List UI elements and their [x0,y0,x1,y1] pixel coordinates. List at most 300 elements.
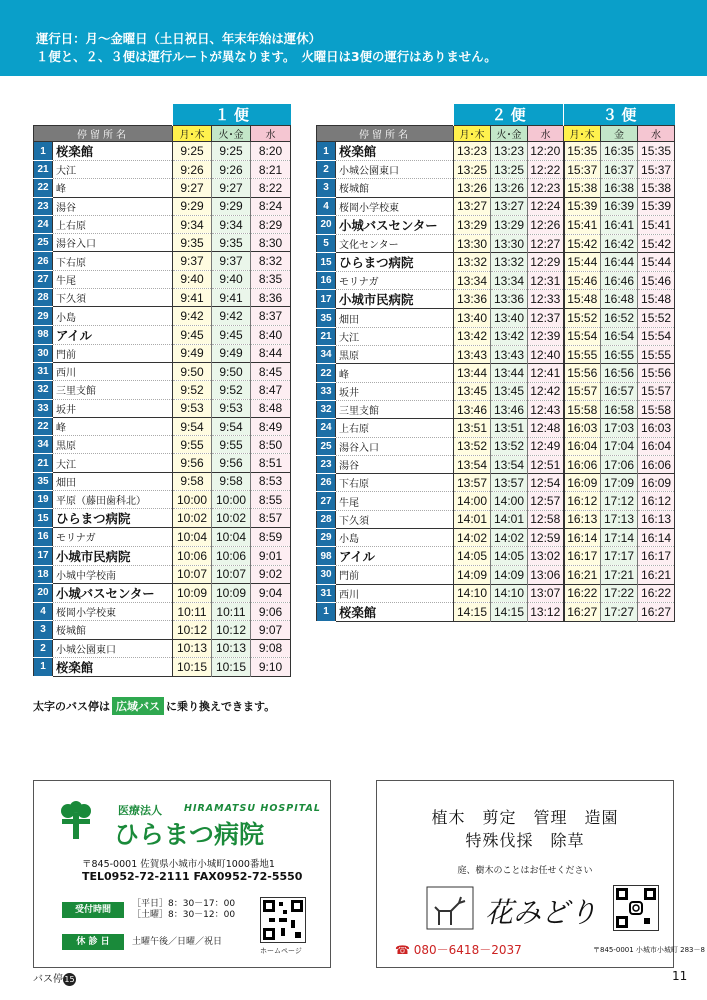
time-mon-thu: 13:46 [454,400,491,418]
time-tue-fri: 9:25 [212,142,251,161]
time-tue-fri: 9:37 [212,252,251,270]
stop-number: 3 [317,179,336,197]
instagram-qr-icon[interactable] [613,885,659,931]
time-wed: 12:24 [528,197,564,215]
time-fri-trip3: 16:48 [601,290,638,309]
time-wed-trip3: 16:21 [638,566,675,584]
time-wed: 12:27 [528,234,564,252]
time-mon-thu: 9:53 [173,399,212,417]
stop-name: 桜岡小学校東 [336,197,454,215]
time-wed-trip3: 15:41 [638,215,675,234]
stop-name: 小島 [53,307,173,325]
time-tue-fri: 9:56 [212,454,251,472]
time-mon-thu: 13:23 [454,142,491,161]
table-row [34,161,291,179]
time-mon-thu: 10:13 [173,639,212,657]
fri-header-trip3: 金 [601,126,638,142]
time-mon-thu-trip3: 16:09 [564,474,601,492]
table-row [317,327,675,345]
time-wed: 8:55 [251,491,291,509]
time-mon-thu: 14:01 [454,510,491,528]
time-tue-fri: 13:43 [491,346,528,364]
time-tue-fri: 13:44 [491,364,528,382]
stop-number: 2 [317,161,336,179]
table-row [34,252,291,270]
table-row [317,547,675,566]
table-row [34,472,291,490]
table-row [34,621,291,639]
stop-name: 桜楽館 [336,142,454,161]
time-mon-thu: 14:00 [454,492,491,510]
stop-name: 大江 [336,327,454,345]
stop-number: 30 [34,344,53,362]
table-row [317,382,675,400]
stop-name: 小城市民病院 [53,546,173,565]
time-wed: 8:49 [251,417,291,435]
service-notice-banner [0,0,707,76]
garden-phone: ☎ 080－6418－2037 [395,943,522,957]
table-row [317,290,675,309]
stop-name: 小島 [336,529,454,547]
time-mon-thu: 9:49 [173,344,212,362]
time-mon-thu-trip3: 15:44 [564,253,601,272]
time-wed: 9:10 [251,657,291,676]
stop-number: 4 [34,602,53,620]
table-row [34,234,291,252]
time-mon-thu-trip3: 15:56 [564,364,601,382]
time-tue-fri: 14:00 [491,492,528,510]
time-tue-fri: 14:10 [491,584,528,602]
time-tue-fri: 10:12 [212,621,251,639]
stop-number: 26 [317,474,336,492]
time-tue-fri: 13:32 [491,253,528,272]
table-row [317,602,675,621]
stop-number: 16 [317,272,336,290]
time-wed: 13:07 [528,584,564,602]
time-fri-trip3: 16:44 [601,253,638,272]
time-mon-thu-trip3: 15:48 [564,290,601,309]
hospital-phone: TEL0952-72-2111 FAX0952-72-5550 [82,870,303,883]
stop-number: 1 [317,602,336,621]
stop-name: ひらまつ病院 [336,253,454,272]
time-mon-thu: 10:12 [173,621,212,639]
stop-number: 32 [317,400,336,418]
stop-number: 28 [34,289,53,307]
time-fri-trip3: 16:54 [601,327,638,345]
time-wed: 8:45 [251,362,291,380]
stop-number: 23 [34,197,53,215]
stop-number: 21 [317,327,336,345]
time-mon-thu: 10:15 [173,657,212,676]
time-mon-thu-trip3: 16:03 [564,419,601,437]
stop-name: 三里支館 [336,400,454,418]
time-tue-fri: 14:05 [491,547,528,566]
garden-tagline: 庭、樹木のことはお任せください [457,866,593,876]
time-wed: 8:57 [251,509,291,528]
table-row [317,197,675,215]
table-row [317,566,675,584]
time-mon-thu-trip3: 16:17 [564,547,601,566]
time-wed: 8:21 [251,161,291,179]
time-tue-fri: 9:54 [212,417,251,435]
time-mon-thu: 9:50 [173,362,212,380]
table-row [34,399,291,417]
time-mon-thu: 10:04 [173,528,212,546]
stop-name-header: 停留所名 [317,126,454,142]
transfer-note [33,697,275,715]
route-note-text: １便と、２、３便は運行ルートが異なります。 火曜日は3便の運行はありません。 [36,49,497,64]
stop-name: 畑田 [53,472,173,490]
time-mon-thu: 9:29 [173,197,212,215]
time-fri-trip3: 16:46 [601,272,638,290]
time-fri-trip3: 16:41 [601,215,638,234]
table-row [34,509,291,528]
stop-name: 平原（藤田歯科北） [53,491,173,509]
time-mon-thu: 14:10 [454,584,491,602]
time-mon-thu: 13:32 [454,253,491,272]
time-tue-fri: 13:34 [491,272,528,290]
time-mon-thu: 10:02 [173,509,212,528]
hospital-advertisement [33,780,331,968]
stop-name: 峰 [53,179,173,197]
table-row [317,364,675,382]
time-wed: 8:44 [251,344,291,362]
time-tue-fri: 9:29 [212,197,251,215]
time-fri-trip3: 17:13 [601,510,638,528]
time-mon-thu: 9:37 [173,252,212,270]
time-tue-fri: 10:09 [212,583,251,602]
time-wed: 8:59 [251,528,291,546]
table-row [34,417,291,435]
time-tue-fri: 9:49 [212,344,251,362]
table-row [34,602,291,620]
stop-number: 17 [317,290,336,309]
time-wed-trip3: 16:17 [638,547,675,566]
stop-name: モリナガ [53,528,173,546]
time-fri-trip3: 16:39 [601,197,638,215]
table-row [317,346,675,364]
stop-number: 31 [34,362,53,380]
time-wed: 12:48 [528,419,564,437]
time-wed-trip3: 16:13 [638,510,675,528]
garden-service-advertisement [376,780,705,968]
time-mon-thu-trip3: 15:37 [564,161,601,179]
time-wed: 9:08 [251,639,291,657]
time-wed-trip3: 15:39 [638,197,675,215]
time-wed: 8:29 [251,215,291,233]
time-wed-trip3: 16:09 [638,474,675,492]
time-wed: 12:31 [528,272,564,290]
time-tue-fri: 9:55 [212,436,251,454]
table-row [317,529,675,547]
time-wed: 8:50 [251,436,291,454]
time-fri-trip3: 17:09 [601,474,638,492]
time-wed: 13:12 [528,602,564,621]
time-mon-thu: 14:02 [454,529,491,547]
time-mon-thu: 13:43 [454,346,491,364]
stop-number: 22 [34,179,53,197]
time-wed: 8:40 [251,325,291,344]
time-tue-fri: 10:04 [212,528,251,546]
table-row [34,639,291,657]
time-fri-trip3: 16:42 [601,234,638,252]
time-tue-fri: 9:26 [212,161,251,179]
time-fri-trip3: 16:58 [601,400,638,418]
garden-services-line1: 植木 剪定 管理 造園 [431,808,619,827]
table-row [317,492,675,510]
transfer-note-before: 太字のバス停は [33,700,110,713]
time-tue-fri: 9:35 [212,234,251,252]
time-wed: 8:37 [251,307,291,325]
time-tue-fri: 13:29 [491,215,528,234]
time-tue-fri: 13:42 [491,327,528,345]
time-tue-fri: 9:50 [212,362,251,380]
time-mon-thu-trip3: 15:42 [564,234,601,252]
stop-name: 桜楽館 [336,602,454,621]
table-row [34,307,291,325]
time-mon-thu: 9:45 [173,325,212,344]
table-row [317,215,675,234]
homepage-caption: ホームページ [260,947,302,955]
time-wed-trip3: 15:58 [638,400,675,418]
time-mon-thu-trip3: 15:46 [564,272,601,290]
table-row [317,474,675,492]
time-wed-trip3: 15:48 [638,290,675,309]
stop-name: 湯谷入口 [53,234,173,252]
time-tue-fri: 14:01 [491,510,528,528]
stop-number: 2 [34,639,53,657]
table-row [34,289,291,307]
time-mon-thu: 9:26 [173,161,212,179]
stop-number: 4 [317,197,336,215]
time-tue-fri: 10:00 [212,491,251,509]
stop-name: 西川 [336,584,454,602]
table-row [317,419,675,437]
stop-name: 坂井 [53,399,173,417]
time-tue-fri: 9:41 [212,289,251,307]
stop-number: 32 [34,381,53,399]
time-mon-thu: 9:25 [173,142,212,161]
wed-header-trip3: 水 [638,126,675,142]
stop-number: 20 [317,215,336,234]
time-tue-fri: 10:02 [212,509,251,528]
time-tue-fri: 13:36 [491,290,528,309]
time-wed-trip3: 16:04 [638,437,675,455]
hours-text [132,899,235,921]
stop-name: 牛尾 [53,270,173,288]
time-mon-thu: 10:11 [173,602,212,620]
time-mon-thu: 13:45 [454,382,491,400]
table-row [317,234,675,252]
time-mon-thu-trip3: 15:35 [564,142,601,161]
time-mon-thu: 14:15 [454,602,491,621]
hospital-name: ひらまつ病院 [114,820,265,849]
time-wed-trip3: 15:52 [638,309,675,327]
stop-name: 桜岡小学校東 [53,602,173,620]
time-mon-thu: 9:56 [173,454,212,472]
time-fri-trip3: 17:22 [601,584,638,602]
time-wed-trip3: 15:38 [638,179,675,197]
time-mon-thu: 9:41 [173,289,212,307]
table-row [34,179,291,197]
stop-name: 小城市民病院 [336,290,454,309]
footer-stop-number: 15 [64,974,75,984]
trip-1-title: １ 便 [173,104,291,126]
time-mon-thu-trip3: 16:14 [564,529,601,547]
footer-label-text: バス停 [33,974,63,985]
time-tue-fri: 13:52 [491,437,528,455]
stop-name: 桜城館 [53,621,173,639]
time-wed-trip3: 16:14 [638,529,675,547]
time-fri-trip3: 17:17 [601,547,638,566]
time-mon-thu: 13:27 [454,197,491,215]
stop-number: 34 [34,436,53,454]
time-fri-trip3: 16:56 [601,364,638,382]
stop-number: 33 [317,382,336,400]
time-fri-trip3: 16:38 [601,179,638,197]
table-row [34,583,291,602]
time-fri-trip3: 17:14 [601,529,638,547]
stop-number: 21 [34,161,53,179]
time-wed-trip3: 15:57 [638,382,675,400]
stop-name: 桜楽館 [53,657,173,676]
time-tue-fri: 13:54 [491,455,528,473]
time-tue-fri: 13:46 [491,400,528,418]
time-mon-thu: 13:26 [454,179,491,197]
hospital-corp-label: 医療法人 [118,804,162,817]
time-wed: 8:48 [251,399,291,417]
stop-number: 15 [34,509,53,528]
table-row [317,253,675,272]
time-wed: 8:36 [251,289,291,307]
mon-thu-header-trip3: 月･木 [564,126,601,142]
time-tue-fri: 13:23 [491,142,528,161]
time-mon-thu: 14:05 [454,547,491,566]
time-wed-trip3: 16:03 [638,419,675,437]
table-row [34,436,291,454]
stop-number: 98 [34,325,53,344]
hospital-english-name: HIRAMATSU HOSPITAL [184,803,321,814]
stop-number: 21 [34,454,53,472]
transfer-keyword-badge: 広域バス [112,697,164,715]
table-row [317,161,675,179]
stop-name: 門前 [53,344,173,362]
time-wed: 12:37 [528,309,564,327]
time-mon-thu-trip3: 16:22 [564,584,601,602]
stop-name: 湯谷入口 [336,437,454,455]
garden-services-line2: 特殊伐採 除草 [465,831,585,850]
stop-number: 29 [34,307,53,325]
time-wed: 9:01 [251,546,291,565]
time-tue-fri: 14:15 [491,602,528,621]
table-row [317,455,675,473]
time-mon-thu-trip3: 16:13 [564,510,601,528]
time-fri-trip3: 17:21 [601,566,638,584]
time-mon-thu: 10:00 [173,491,212,509]
stop-name: 下久須 [336,510,454,528]
time-wed-trip3: 15:46 [638,272,675,290]
stop-number: 24 [34,215,53,233]
time-mon-thu-trip3: 15:54 [564,327,601,345]
time-wed: 12:41 [528,364,564,382]
time-wed-trip3: 15:54 [638,327,675,345]
time-mon-thu: 13:29 [454,215,491,234]
time-wed: 12:49 [528,437,564,455]
time-wed: 12:22 [528,161,564,179]
stop-name: 峰 [336,364,454,382]
table-row [34,270,291,288]
stop-name: 畑田 [336,309,454,327]
stop-number: 29 [317,529,336,547]
table-row [317,309,675,327]
time-tue-fri: 13:57 [491,474,528,492]
stop-number: 26 [34,252,53,270]
stop-number: 35 [34,472,53,490]
hours-weekday: ［平日］8：30－17：00 [132,899,236,909]
timetable-trip-2-3 [316,104,675,622]
time-wed: 9:07 [251,621,291,639]
stop-number: 20 [34,583,53,602]
time-wed: 8:51 [251,454,291,472]
stop-name: 湯谷 [336,455,454,473]
stop-name: 上右原 [53,215,173,233]
time-wed: 8:32 [251,252,291,270]
time-tue-fri: 10:06 [212,546,251,565]
time-wed: 12:40 [528,346,564,364]
time-mon-thu-trip3: 15:52 [564,309,601,327]
stop-name: 桜城館 [336,179,454,197]
stop-number: 24 [317,419,336,437]
table-row [34,381,291,399]
stop-name: 大江 [53,161,173,179]
time-mon-thu: 10:06 [173,546,212,565]
time-wed: 12:58 [528,510,564,528]
table-row [34,344,291,362]
stop-name: 黒原 [336,346,454,364]
time-tue-fri: 10:07 [212,565,251,583]
time-mon-thu: 10:09 [173,583,212,602]
table-row [34,546,291,565]
time-tue-fri: 9:40 [212,270,251,288]
tue-fri-header: 火･金 [491,126,528,142]
qr-code-icon[interactable] [260,897,306,943]
stop-number: 22 [34,417,53,435]
time-mon-thu: 13:57 [454,474,491,492]
time-mon-thu: 14:09 [454,566,491,584]
time-mon-thu-trip3: 15:55 [564,346,601,364]
time-wed-trip3: 15:35 [638,142,675,161]
time-mon-thu-trip3: 15:41 [564,215,601,234]
time-mon-thu: 13:51 [454,419,491,437]
time-wed-trip3: 15:42 [638,234,675,252]
time-mon-thu: 9:34 [173,215,212,233]
time-wed: 8:30 [251,234,291,252]
time-mon-thu: 10:07 [173,565,212,583]
time-mon-thu: 13:42 [454,327,491,345]
stop-number: 1 [317,142,336,161]
table-row [34,325,291,344]
stop-name-header: 停留所名 [34,126,173,142]
time-tue-fri: 13:30 [491,234,528,252]
time-fri-trip3: 16:57 [601,382,638,400]
stop-number: 30 [317,566,336,584]
stop-name: 西川 [53,362,173,380]
time-mon-thu: 9:27 [173,179,212,197]
time-mon-thu: 9:55 [173,436,212,454]
stop-name: 文化センター [336,234,454,252]
time-wed: 12:42 [528,382,564,400]
trip-2-title: ２ 便 [454,104,564,126]
